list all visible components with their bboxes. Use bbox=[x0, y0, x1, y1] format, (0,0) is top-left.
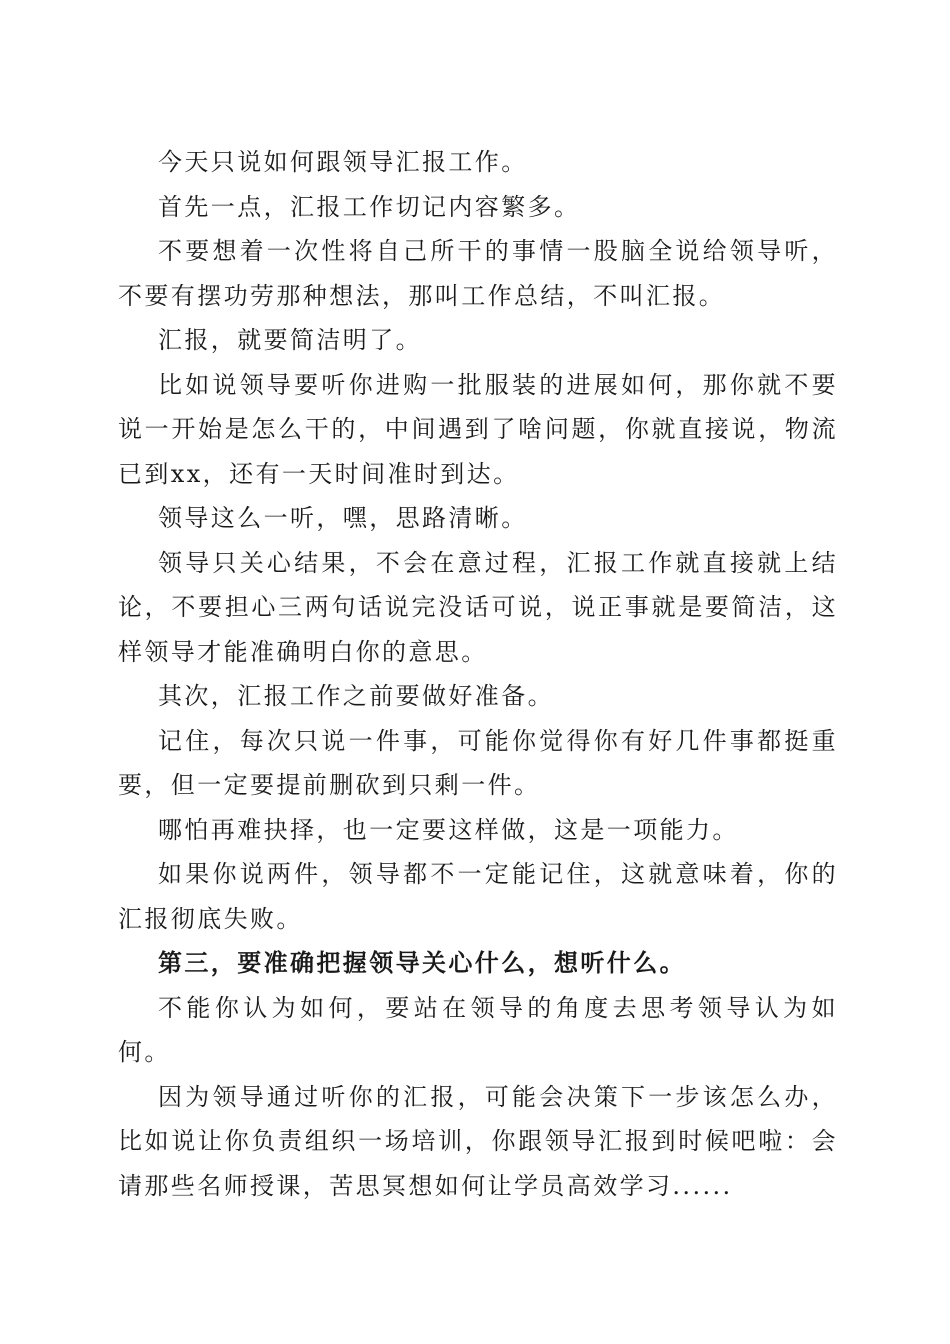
paragraph: 哪怕再难抉择，也一定要这样做，这是一项能力。 bbox=[158, 815, 739, 844]
paragraph: 不能你认为如何，要站在领导的角度去思考领导认为如何。 bbox=[118, 993, 838, 1066]
paragraph: 不要想着一次性将自己所干的事情一股脑全说给领导听，不要有摆功劳那种想法，那叫工作总结，不叫汇报。 bbox=[118, 237, 838, 310]
paragraph: 领导只关心结果，不会在意过程，汇报工作就直接就上结论，不要担心三两句话说完没话可说，说正事就是要简洁，这样领导才能准确明白你的意思。 bbox=[118, 548, 838, 666]
paragraph: 汇报，就要简洁明了。 bbox=[158, 326, 422, 354]
paragraph: 记住，每次只说一件事，可能你觉得你有好几件事都挺重要，但一定要提前删砍到只剩一件。 bbox=[118, 726, 838, 799]
section-heading-third: 第三，要准确把握领导关心什么，想听什么。 bbox=[158, 948, 686, 977]
paragraph: 首先一点，汇报工作切记内容繁多。 bbox=[158, 192, 581, 221]
document-body bbox=[118, 140, 838, 1208]
paragraph: 比如说领导要听你进购一批服装的进展如何，那你就不要说一开始是怎么干的，中间遇到了啥问题，你就直接说，物流已到xx，还有一天时间准时到达。 bbox=[118, 370, 838, 488]
paragraph: 领导这么一听，嘿，思路清晰。 bbox=[158, 504, 528, 532]
paragraph: 今天只说如何跟领导汇报工作。 bbox=[158, 148, 528, 176]
paragraph: 其次，汇报工作之前要做好准备。 bbox=[158, 682, 554, 710]
paragraph: 如果你说两件，领导都不一定能记住，这就意味着，你的汇报彻底失败。 bbox=[118, 860, 838, 933]
paragraph: 因为领导通过听你的汇报，可能会决策下一步该怎么办，比如说让你负责组织一场培训，你跟领导汇报到时候吧啦：会请那些名师授课，苦思冥想如何让学员高效学习...... bbox=[118, 1082, 838, 1200]
